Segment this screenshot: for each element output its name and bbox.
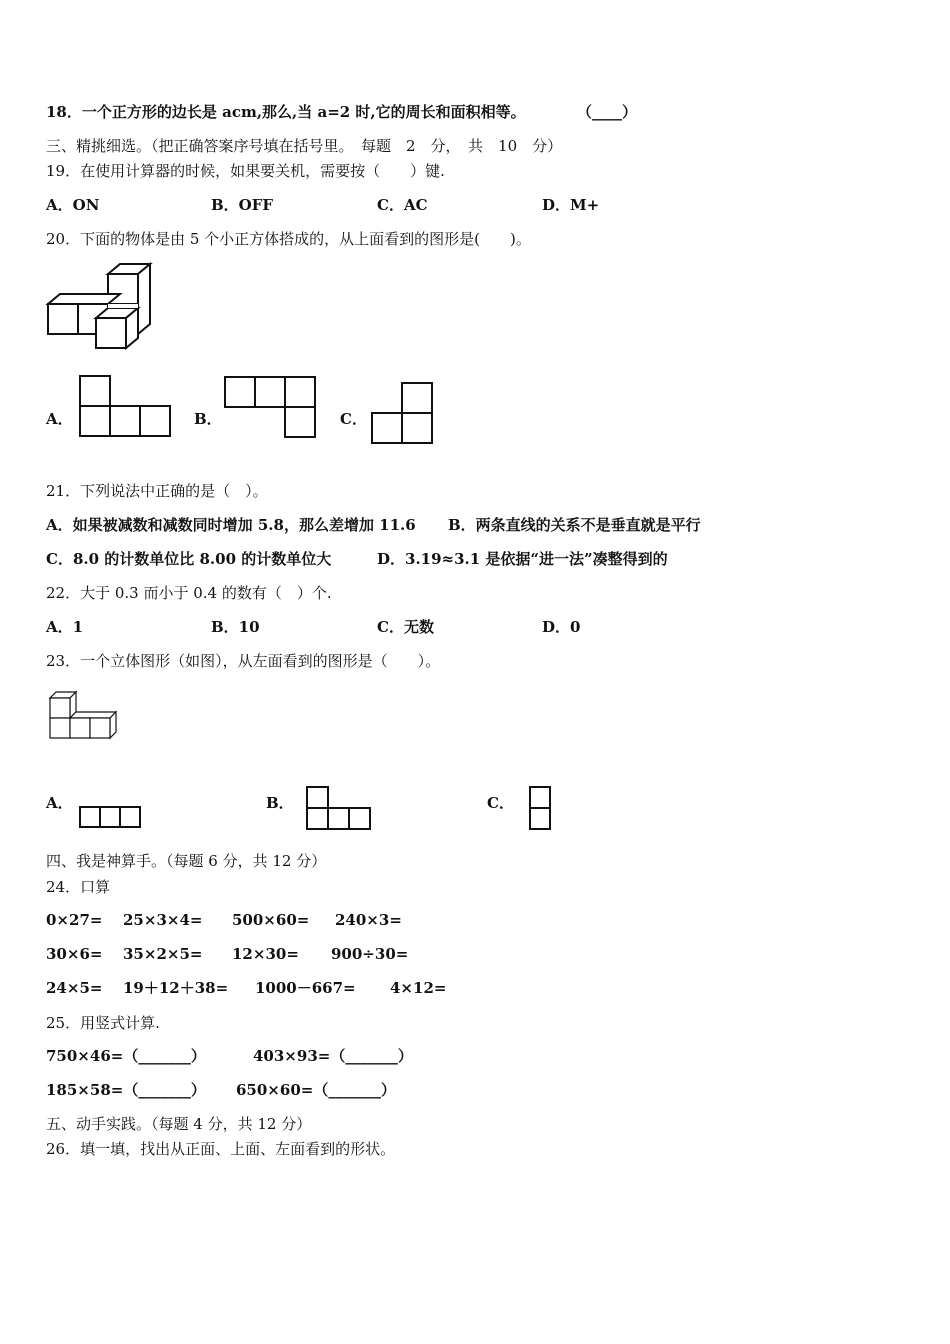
q24-item: 19＋12＋38= [123,979,229,997]
q25-item[interactable]: 403×93=（_______） [253,1047,413,1065]
q19-option-c[interactable]: C．AC [377,196,428,214]
q23-label-c[interactable]: C． [487,794,514,812]
q24-item: 500×60= [232,911,310,929]
q23-option-a-shape [79,806,143,829]
q23-option-b-shape [306,786,372,830]
q20-option-c-shape [371,382,435,445]
q23-text: 23．一个立体图形（如图），从左面看到的图形是（ ）。 [46,652,441,670]
q24-item: 12×30= [232,945,299,963]
q25-item[interactable]: 185×58=（_______） [46,1081,206,1099]
q22-option-b[interactable]: B．10 [211,618,260,636]
q24-item: 0×27= [46,911,103,929]
q20-label-b[interactable]: B． [194,410,222,428]
section-4-title: 四、我是神算手。（每题 6 分，共 12 分） [46,852,327,870]
q24-item: 900÷30= [331,945,409,963]
q22-option-c[interactable]: C．无数 [377,618,434,636]
q20-option-a-shape [79,375,172,438]
q18-text: 18．一个正方形的边长是 acm,那么,当 a=2 时,它的周长和面积相等。 [46,103,526,121]
q21-option-d[interactable]: D．3.19≈3.1 是依据“进一法”凑整得到的 [377,550,668,568]
q25-item[interactable]: 750×46=（_______） [46,1047,206,1065]
q20-label-a[interactable]: A． [46,410,73,428]
q19-option-a[interactable]: A．ON [46,196,100,214]
q21-option-b[interactable]: B．两条直线的关系不是垂直就是平行 [448,516,701,534]
q24-item: 35×2×5= [123,945,203,963]
q24-item: 24×5= [46,979,103,997]
q24-item: 240×3= [335,911,402,929]
q22-option-a[interactable]: A．1 [46,618,84,636]
q20-cube-stack-figure [46,262,154,352]
q24-text: 24．口算 [46,878,111,896]
section-3-title: 三、精挑细选。（把正确答案序号填在括号里。 每题 2 分， 共 10 分） [46,137,563,155]
q22-option-d[interactable]: D．0 [542,618,581,636]
q24-item: 25×3×4= [123,911,203,929]
section-5-title: 五、动手实践。（每题 4 分，共 12 分） [46,1115,312,1133]
q21-text: 21．下列说法中正确的是（ ）。 [46,482,268,500]
q18-answer-blank[interactable]: （____） [577,103,638,121]
q24-item: 1000－667= [255,979,356,997]
q23-label-b[interactable]: B． [266,794,294,812]
q19-text: 19．在使用计算器的时候，如果要关机，需要按（ ）键. [46,162,445,180]
q23-label-a[interactable]: A． [46,794,73,812]
q19-option-d[interactable]: D．M+ [542,196,600,214]
q21-option-c[interactable]: C．8.0 的计数单位比 8.00 的计数单位大 [46,550,332,568]
q20-option-b-shape [224,376,318,439]
q21-option-a[interactable]: A．如果被减数和减数同时增加 5.8，那么差增加 11.6 [46,516,416,534]
q23-option-c-shape [529,786,552,830]
q23-solid-figure [48,690,120,738]
q22-text: 22．大于 0.3 而小于 0.4 的数有（ ）个. [46,584,332,602]
q20-label-c[interactable]: C． [340,410,367,428]
q19-option-b[interactable]: B．OFF [211,196,274,214]
q26-text: 26．填一填，找出从正面、上面、左面看到的形状。 [46,1140,396,1158]
q24-item: 4×12= [390,979,447,997]
q24-item: 30×6= [46,945,103,963]
q25-text: 25．用竖式计算. [46,1014,160,1032]
q20-text: 20．下面的物体是由 5 个小正方体搭成的，从上面看到的图形是( )。 [46,230,531,248]
q25-item[interactable]: 650×60=（_______） [236,1081,396,1099]
